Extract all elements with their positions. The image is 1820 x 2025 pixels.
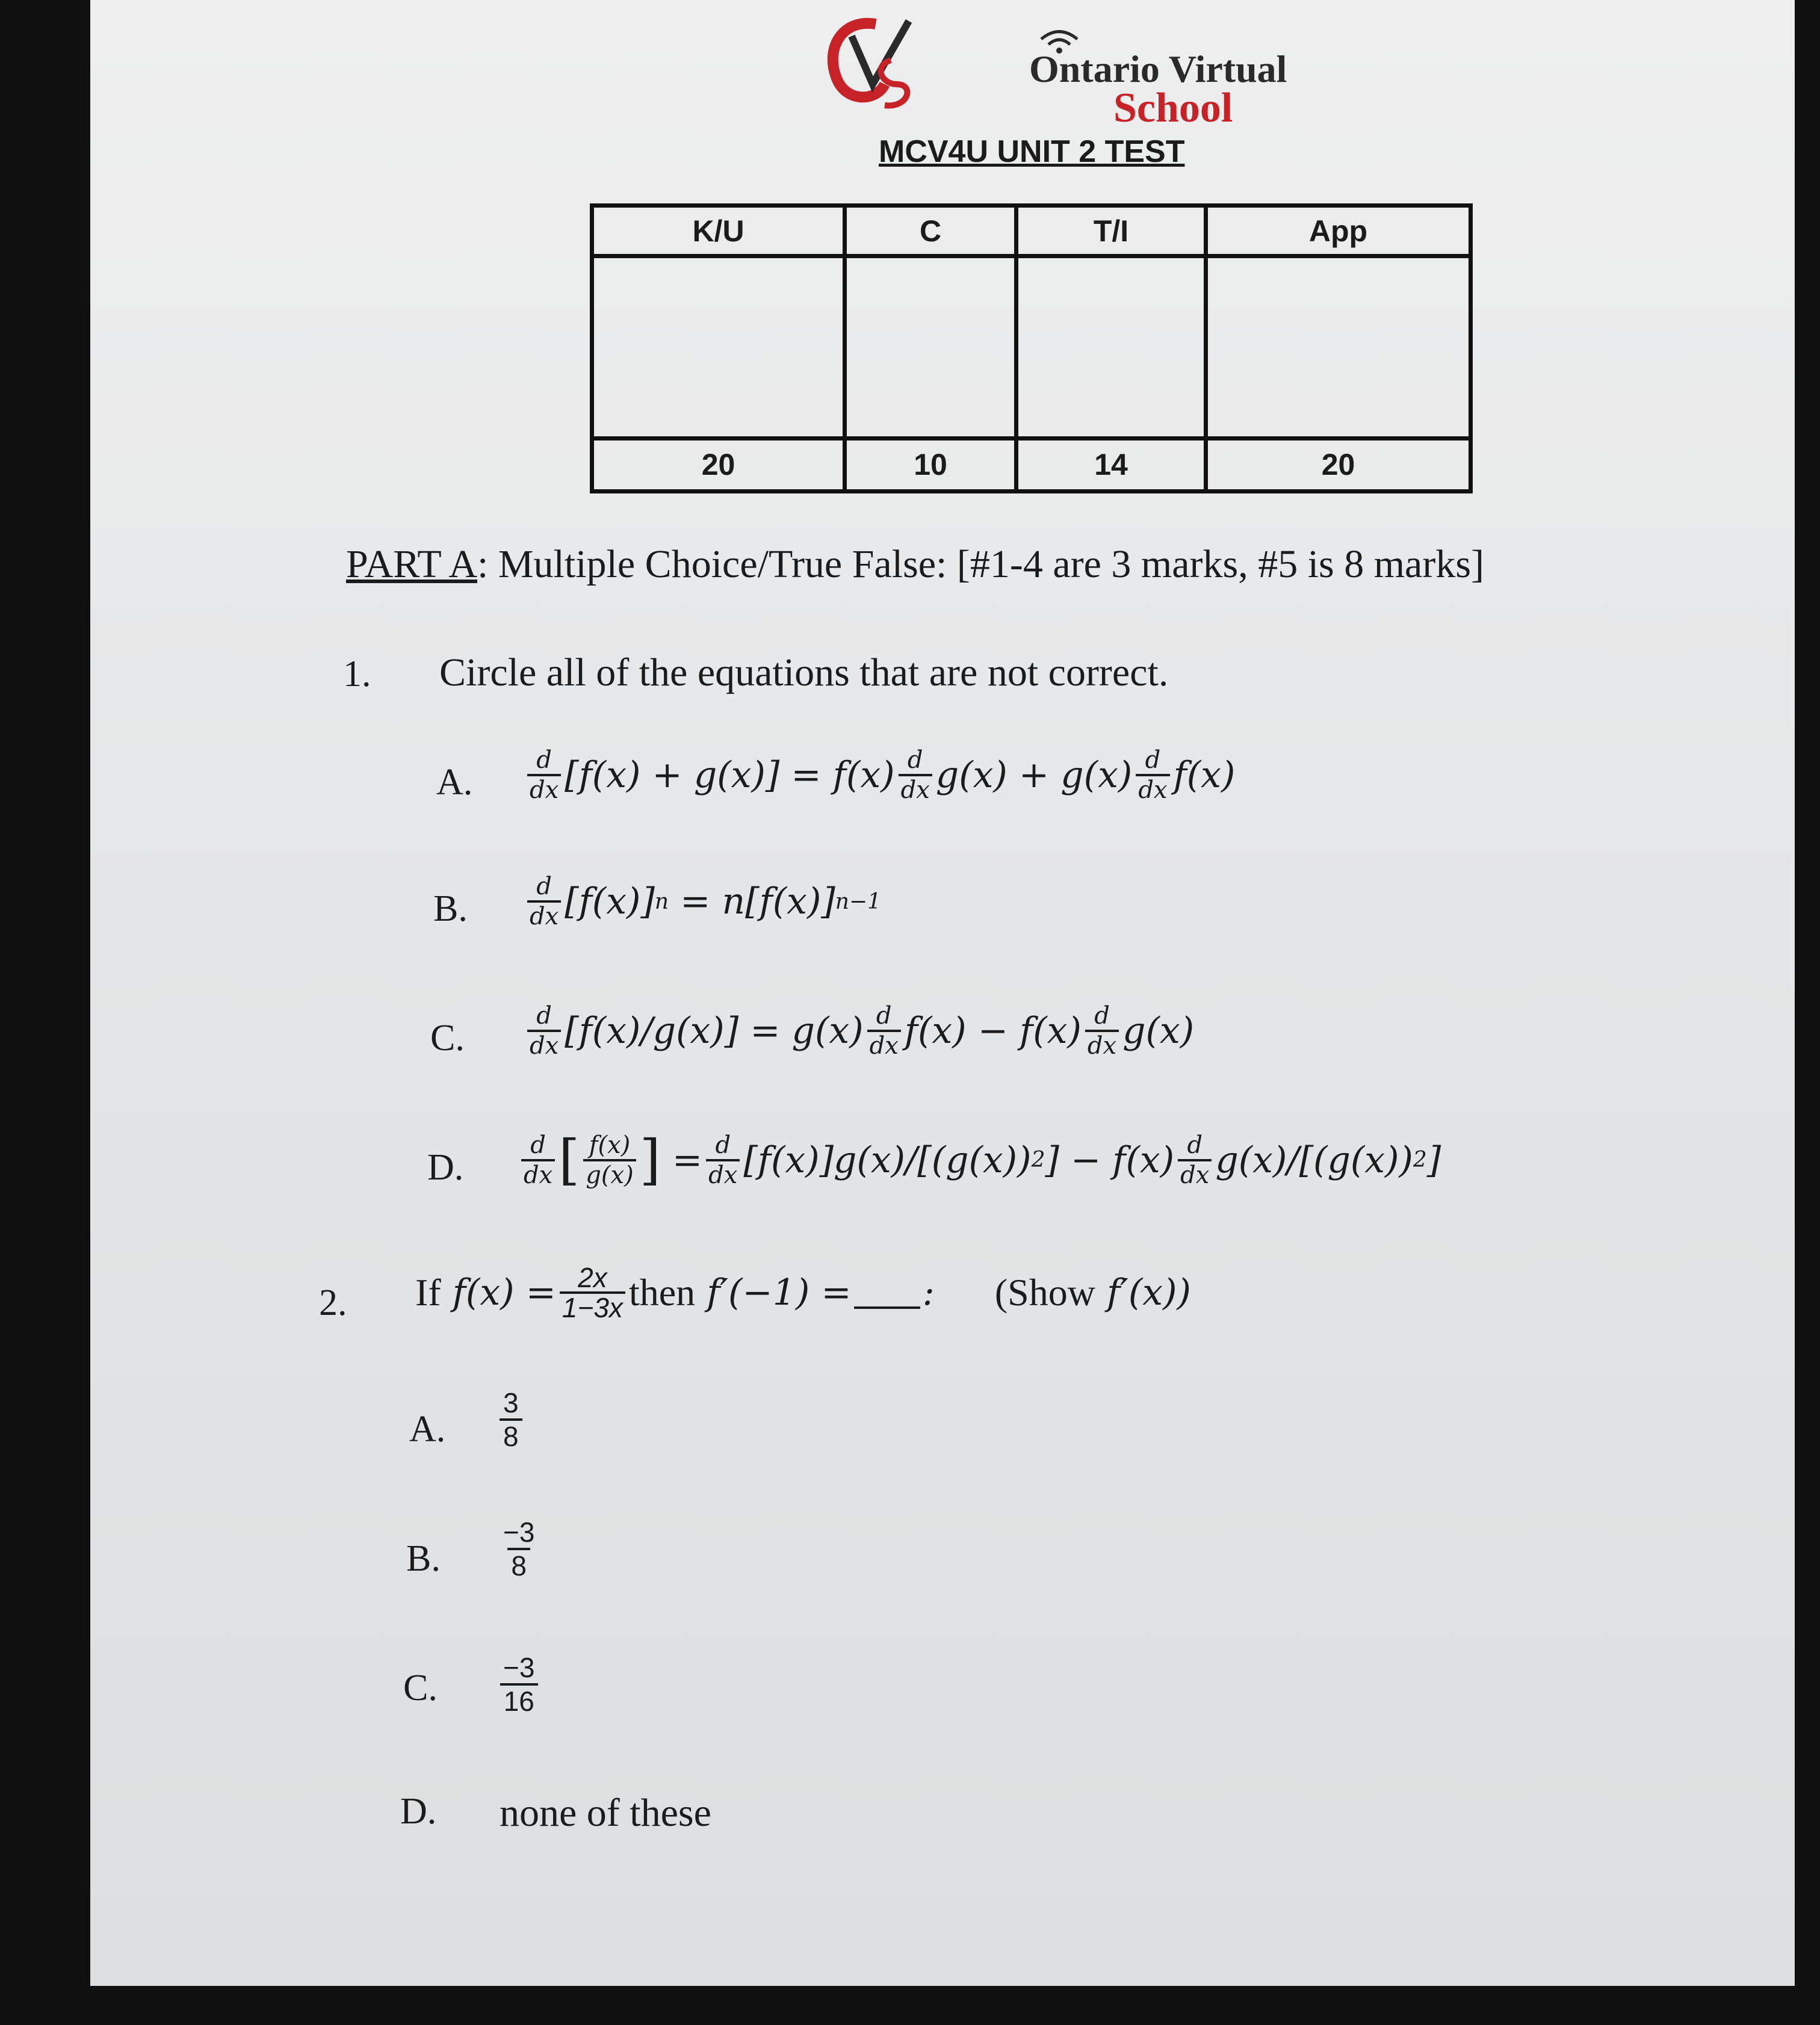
q2-option-a-letter: A. xyxy=(409,1409,446,1450)
q2-option-a-den: 8 xyxy=(500,1418,522,1452)
q1-option-d-letter: D. xyxy=(427,1147,464,1188)
q2-if: If xyxy=(415,1271,441,1314)
q1-option-a-letter: A. xyxy=(436,762,473,803)
q2-option-c-den: 16 xyxy=(500,1683,538,1717)
q2-number: 2. xyxy=(319,1282,347,1323)
q2-option-b-letter: B. xyxy=(406,1538,441,1579)
q1-option-d-equation[interactable]: $\frac{d}{dx}$ [ $\frac{f(x)}{g(x)}$ ] = $\frac{d}{dx}$ [f(x)]g(x)/[(g(x)) 2 ] − f(x) $\frac{d}{dx}$ g(x)/[(g(x)) 2 ] xyxy=(518,1128,1441,1192)
q1-option-a-equation[interactable]: $\frac{d}{dx}$ [f(x) + g(x)] = f(x) $\frac{d}{dx}$ g(x) + g(x) $\frac{d}{dx}$ f(x) xyxy=(524,746,1235,804)
q1-option-b-letter: B. xyxy=(433,888,468,929)
q2-then: then xyxy=(628,1271,696,1314)
col-header-c: C xyxy=(845,206,1017,256)
marks-table xyxy=(590,203,1473,493)
q2-answer-blank[interactable] xyxy=(854,1276,920,1309)
test-title: MCV4U UNIT 2 TEST xyxy=(879,134,1185,169)
q2-option-c-letter: C. xyxy=(403,1668,438,1708)
q1-option-c-letter: C. xyxy=(430,1018,465,1059)
q2-option-d-text[interactable]: none of these xyxy=(500,1791,711,1835)
q2-option-c-num: −3 xyxy=(503,1652,535,1683)
q1-option-b-equation[interactable]: $\frac{d}{dx}$ [f(x)] n = n[f(x)] n−1 xyxy=(524,873,881,930)
q2-option-b-num: −3 xyxy=(503,1516,535,1548)
test-page xyxy=(90,0,1795,1986)
col-header-ti: T/I xyxy=(1017,206,1206,256)
school-name: Ontario Virtual xyxy=(1029,48,1287,90)
q2-prompt: If f(x) = $\frac{2x}{1-3x}$ then f′(−1) = : (Show f′(x)) xyxy=(415,1262,1191,1323)
q2-option-d-letter: D. xyxy=(400,1791,437,1832)
part-a-label: PART A xyxy=(346,542,478,586)
score-cell-ti[interactable] xyxy=(1017,256,1206,439)
q2-option-b-value[interactable] xyxy=(500,1516,538,1581)
q2-show: (Show xyxy=(994,1271,1095,1314)
q2-option-a-num: 3 xyxy=(503,1387,519,1418)
q2-option-c-value[interactable] xyxy=(500,1652,538,1717)
school-logo xyxy=(819,12,951,114)
part-a-title: : Multiple Choice/True False: [#1-4 are 3 marks, #5 is 8 marks] xyxy=(477,542,1484,586)
q1-number: 1. xyxy=(343,654,371,694)
q2-option-b-den: 8 xyxy=(507,1548,530,1581)
total-c: 10 xyxy=(845,438,1017,491)
score-cell-app[interactable] xyxy=(1206,256,1471,439)
col-header-ku: K/U xyxy=(592,206,845,256)
total-app: 20 xyxy=(1206,438,1471,491)
score-cell-c[interactable] xyxy=(845,256,1017,439)
score-cell-ku[interactable] xyxy=(592,256,845,439)
q1-prompt: Circle all of the equations that are not correct. xyxy=(439,651,1169,694)
col-header-app: App xyxy=(1206,206,1471,256)
part-a-heading xyxy=(346,542,1484,587)
q2-option-a-value[interactable] xyxy=(500,1387,522,1452)
total-ti: 14 xyxy=(1017,438,1206,491)
q1-option-c-equation[interactable]: $\frac{d}{dx}$ [f(x)/g(x)] = g(x) $\frac{d}{dx}$ f(x) − f(x) $\frac{d}{dx}$ g(x) xyxy=(524,1002,1194,1060)
total-ku: 20 xyxy=(592,438,845,491)
school-name-school: School xyxy=(1113,85,1233,131)
